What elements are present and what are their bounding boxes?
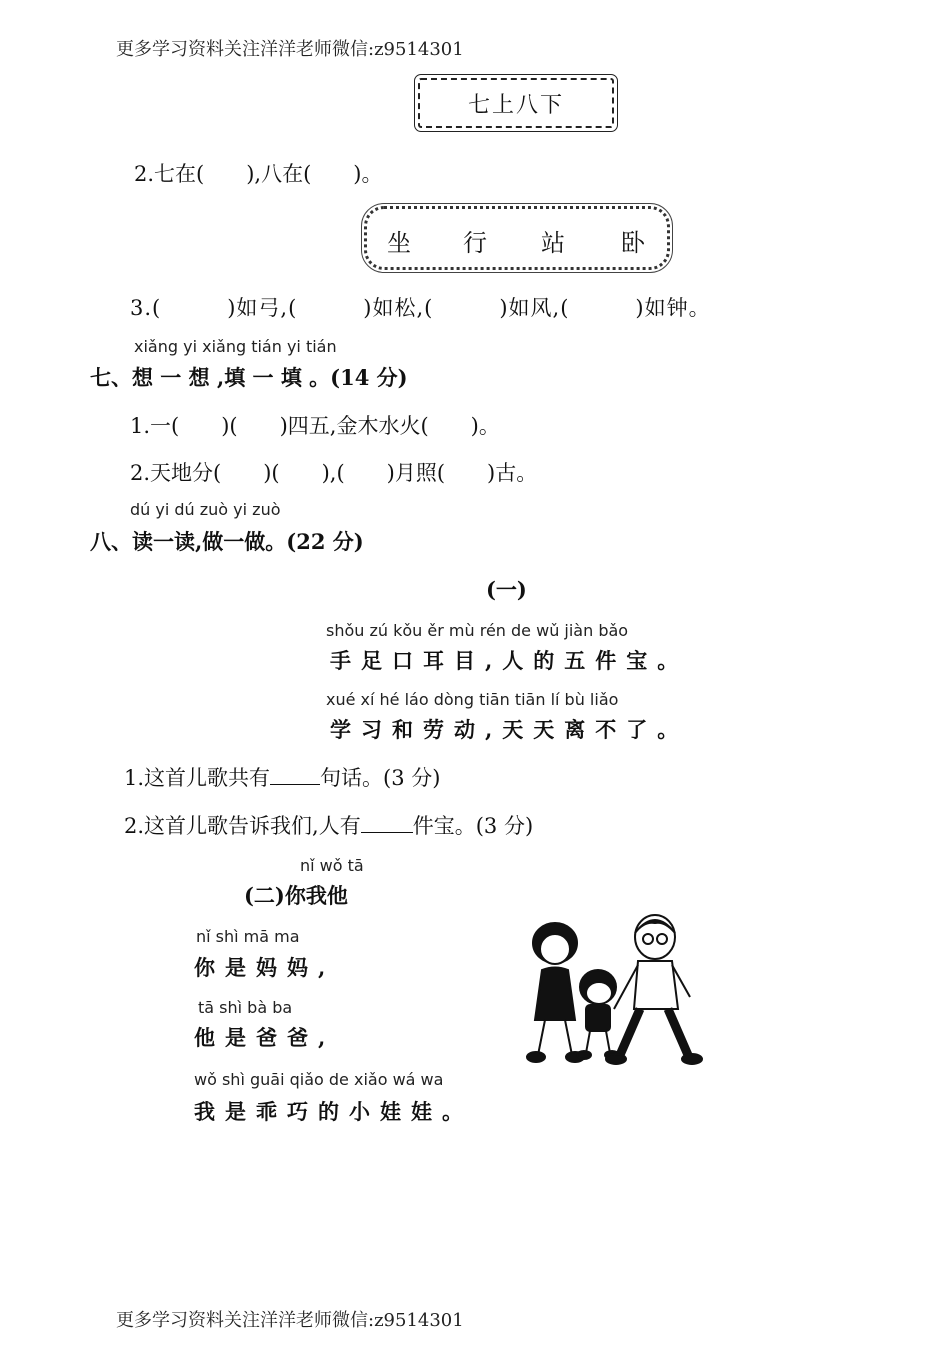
poem2-pinyin-3: wǒ shì guāi qiǎo de xiǎo wá wa xyxy=(194,1070,444,1089)
child-figure xyxy=(577,970,619,1059)
poem1-line-2: 学习和劳动,天天离不了。 xyxy=(330,717,689,742)
question-8-1-prefix: 1.这首儿歌共有 xyxy=(124,766,271,790)
poem1-pinyin-1: shǒu zú kǒu ěr mù rén de wǔ jiàn bǎo xyxy=(326,621,629,640)
question-8-1-suffix: 句话。(3 分) xyxy=(320,766,441,790)
idiom-box: 七上八下 xyxy=(418,78,614,128)
posture-word: 卧 xyxy=(621,229,645,257)
question-6-2: 2.七在( ),八在( )。 xyxy=(134,162,383,186)
answer-blank[interactable] xyxy=(361,814,413,833)
poem1-pinyin-2: xué xí hé láo dòng tiān tiān lí bù liǎo xyxy=(326,690,619,709)
question-8-2-suffix: 件宝。(3 分) xyxy=(412,814,534,838)
part-1-title: (一) xyxy=(486,577,527,602)
answer-blank[interactable] xyxy=(270,766,320,785)
poem2-pinyin-2: tā shì bà ba xyxy=(198,998,293,1017)
question-6-3: 3.( )如弓,( )如松,( )如风,( )如钟。 xyxy=(130,296,711,320)
poem2-line-2: 他是爸爸, xyxy=(194,1025,336,1050)
question-7-1: 1.一( )( )四五,金木水火( )。 xyxy=(130,414,500,438)
section-7-pinyin: xiǎng yi xiǎng tián yi tián xyxy=(134,337,337,356)
question-8-2 xyxy=(124,810,533,840)
posture-word: 坐 xyxy=(387,229,411,257)
poem2-line-1: 你是妈妈, xyxy=(194,955,336,980)
poem1-line-1: 手足口耳目,人的五件宝。 xyxy=(330,648,689,673)
section-8-title: 八、读一读,做一做。(22 分) xyxy=(90,529,364,554)
part-2-title: (二)你我他 xyxy=(244,883,348,908)
poem2-line-3: 我是乖巧的小娃娃。 xyxy=(194,1099,473,1124)
poem2-pinyin-1: nǐ shì mā ma xyxy=(196,927,300,946)
question-8-2-prefix: 2.这首儿歌告诉我们,人有 xyxy=(124,814,361,838)
section-7-title: 七、想 一 想 ,填 一 填 。(14 分) xyxy=(90,365,408,390)
page-header: 更多学习资料关注洋洋老师微信:z9514301 xyxy=(116,39,464,60)
part-2-title-pinyin: nǐ wǒ tā xyxy=(300,856,364,875)
family-illustration xyxy=(520,905,720,1075)
posture-word: 站 xyxy=(541,229,565,257)
section-8-pinyin: dú yi dú zuò yi zuò xyxy=(130,500,281,519)
page-footer: 更多学习资料关注洋洋老师微信:z9514301 xyxy=(116,1310,464,1331)
posture-word: 行 xyxy=(463,229,487,257)
question-7-2: 2.天地分( )( ),( )月照( )古。 xyxy=(130,461,538,485)
father-figure xyxy=(606,915,702,1064)
mother-figure xyxy=(527,923,584,1062)
posture-box xyxy=(364,206,670,270)
question-8-1 xyxy=(124,762,440,792)
